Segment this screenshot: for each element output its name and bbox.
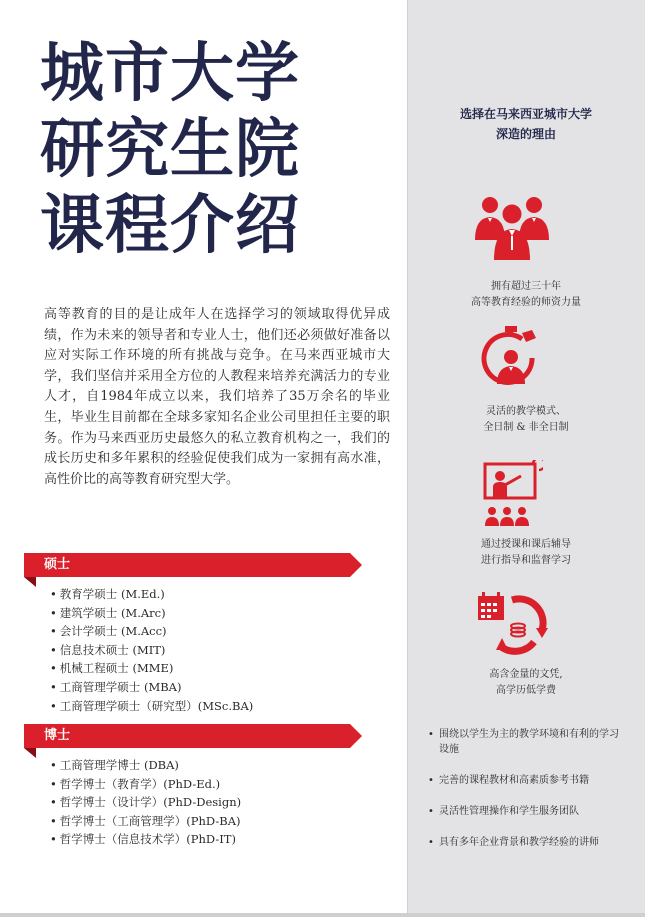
title-line: 课程介绍: [40, 188, 300, 263]
list-item: • 哲学博士（信息技术学）(PhD-IT): [50, 832, 236, 847]
reason-caption: 高含金量的文凭, 高学历低学费: [489, 669, 563, 696]
reasons-title: 选择在马来西亚城市大学 深造的理由: [459, 107, 592, 141]
list-item: • 围绕以学生为主的教学环境和有利的学习设施: [428, 729, 619, 755]
list-item: • 具有多年企业背景和教学经验的讲师: [428, 837, 599, 848]
reason-caption: 通过授课和课后辅导 进行指导和监督学习: [481, 539, 571, 566]
people-icon: [473, 190, 551, 262]
list-item: • 会计学硕士 (M.Acc): [50, 624, 167, 639]
phd-ribbon: [24, 724, 350, 748]
intro-paragraph: 高等教育的目的是让成年人在选择学习的领域取得优异成绩，作为未来的领导者和专业人士，他们还必须做好准备以应对实际工作环境的所有挑战与竞争。在马来西亚城市大学，我们坚信并采用全方位的人教程来培养充满活力的专业人才，自1984年成立以来，我们培养了35万余名的毕业生，毕业生目前都在全球多家知名企业公司里担任主要的职务。作为马来西亚历史最悠久的私立教育机构之一，我们的成长历史和多年累积的经验促使我们成为一家拥有高水准，高性价比的高等教育研究型大学。: [44, 307, 390, 487]
phd-list: [50, 756, 241, 849]
list-item: • 完善的课程教材和高素质参考书籍: [428, 775, 589, 786]
list-item: • 建筑学硕士 (M.Arc): [50, 605, 166, 620]
list-item: • 信息技术硕士 (MIT): [50, 642, 166, 657]
reason-caption: 拥有超过三十年 高等教育经验的师资力量: [471, 281, 581, 308]
list-item: • 机械工程硕士 (MME): [50, 661, 174, 676]
title-line: 城市大学: [40, 36, 300, 111]
list-item: • 哲学博士（设计学）(PhD-Design): [50, 795, 242, 810]
list-item: • 教育学硕士 (M.Ed.): [50, 587, 165, 601]
phd-heading: 博士: [44, 728, 71, 743]
title-line: 研究生院: [40, 112, 300, 187]
reason-caption: 灵活的教学模式、 全日制 & 非全日制: [483, 406, 569, 433]
list-item: • 工商管理学硕士（研究型）(MSc.BA): [50, 698, 254, 713]
page-title: [40, 36, 370, 264]
list-item: • 灵活性管理操作和学生服务团队: [428, 806, 579, 817]
masters-heading: 硕士: [44, 557, 71, 572]
list-item: • 哲学博士（工商管理学）(PhD-BA): [50, 813, 241, 828]
list-item: • 工商管理学博士 (DBA): [50, 758, 179, 772]
list-item: • 工商管理学硕士 (MBA): [50, 679, 182, 694]
masters-list: [50, 585, 253, 715]
bottom-divider: [0, 913, 645, 917]
masters-ribbon: [24, 553, 350, 577]
presentation-icon: [481, 460, 543, 530]
list-item: • 哲学博士（教育学）(PhD-Ed.): [50, 776, 221, 791]
stopwatch-person-icon: [478, 324, 544, 396]
benefits-list: [428, 727, 628, 866]
calendar-money-cycle-icon: [472, 590, 556, 656]
